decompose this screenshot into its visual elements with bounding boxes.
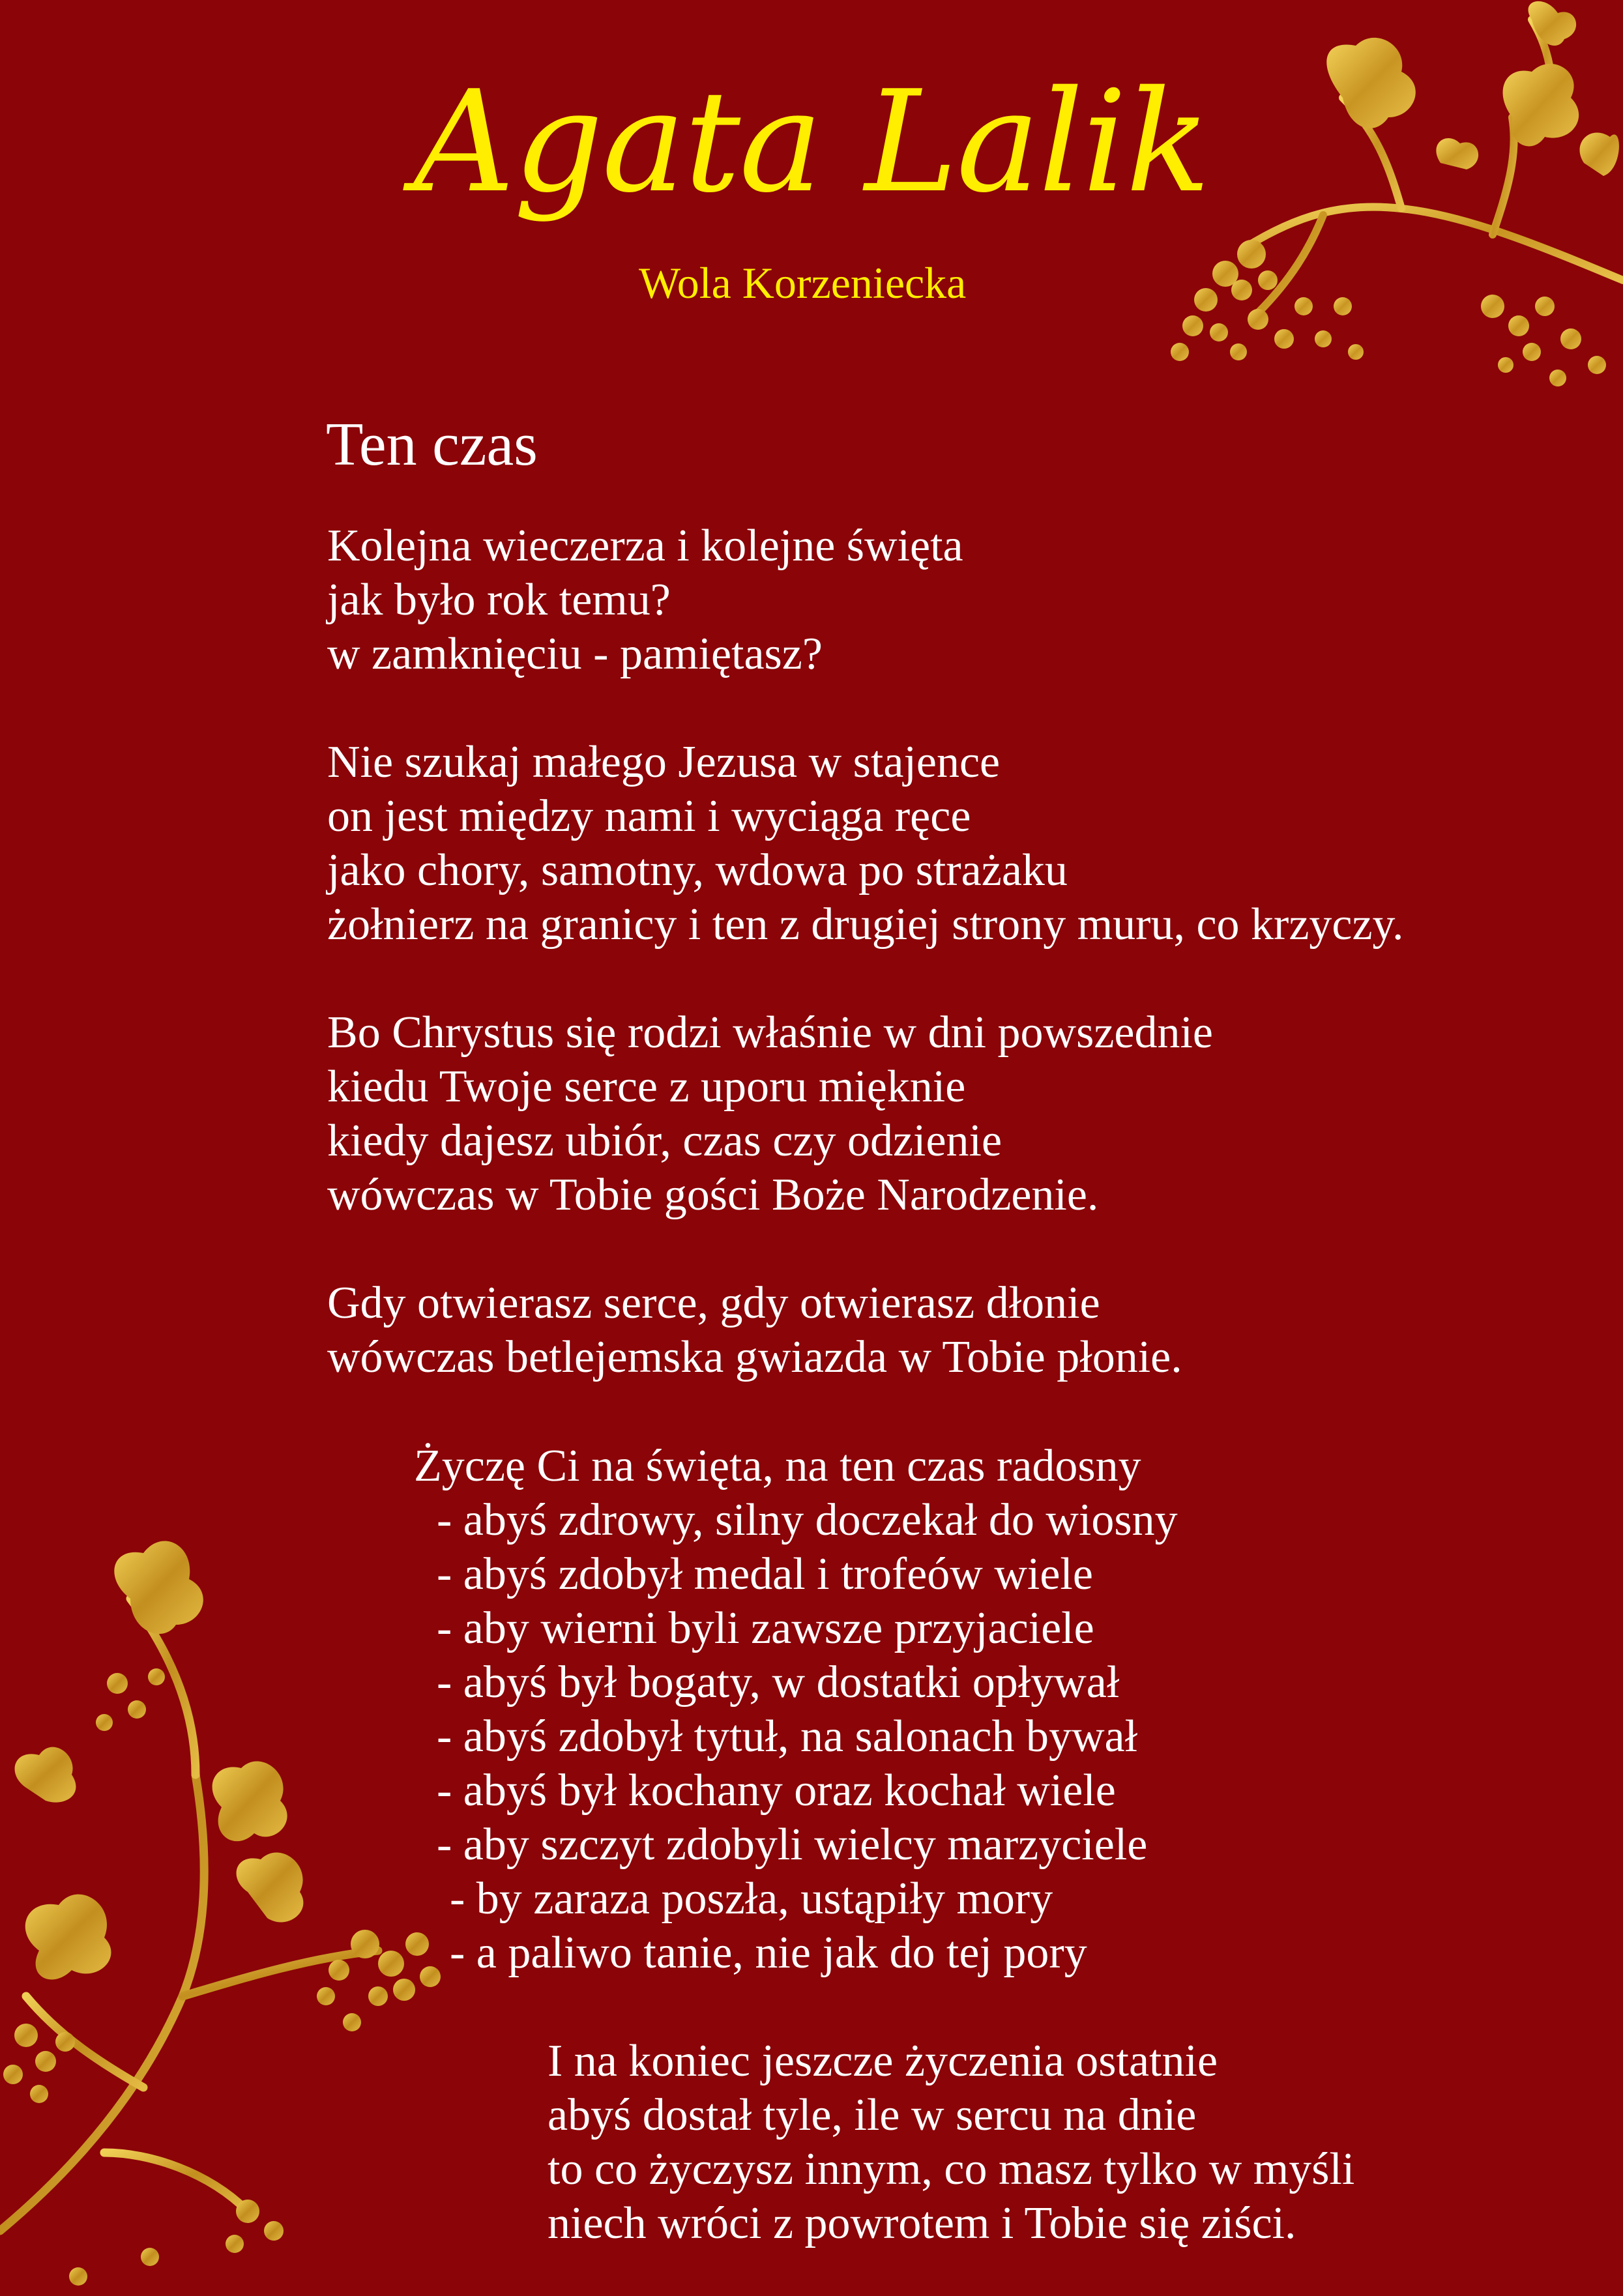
poem-line: niech wróci z powrotem i Tobie się ziści. xyxy=(548,2198,1296,2248)
wish-line: - aby wierni byli zawsze przyjaciele xyxy=(437,1603,1094,1653)
poem-line: wówczas w Tobie gości Boże Narodzenie. xyxy=(327,1170,1099,1220)
wish-line: - by zaraza poszła, ustąpiły mory xyxy=(450,1874,1053,1924)
wish-line: - abyś był bogaty, w dostatki opływał xyxy=(437,1657,1120,1707)
wish-line: - abyś był kochany oraz kochał wiele xyxy=(437,1766,1116,1816)
poem-line: wówczas betlejemska gwiazda w Tobie płonie. xyxy=(327,1332,1182,1382)
poem-line: abyś dostał tyle, ile w sercu na dnie xyxy=(548,2090,1197,2140)
poem-line: żołnierz na granicy i ten z drugiej strony muru, co krzyczy. xyxy=(327,899,1404,950)
author-location: Wola Korzeniecka xyxy=(639,258,967,308)
wish-line: - a paliwo tanie, nie jak do tej pory xyxy=(450,1928,1087,1978)
poem-line: Życzę Ci na święta, na ten czas radosny xyxy=(414,1441,1141,1491)
wish-line: - abyś zdrowy, silny doczekał do wiosny xyxy=(437,1495,1178,1545)
author-name: Agata Lalik xyxy=(413,60,1210,224)
gold-floral-branch-icon xyxy=(0,1527,469,2296)
poem-line: I na koniec jeszcze życzenia ostatnie xyxy=(548,2036,1218,2086)
wish-line: - abyś zdobył tytuł, na salonach bywał xyxy=(437,1711,1138,1762)
poem-line: Bo Chrystus się rodzi właśnie w dni powszednie xyxy=(327,1008,1213,1058)
poem-line: to co życzysz innym, co masz tylko w myśli xyxy=(548,2144,1355,2194)
wish-line: - abyś zdobył medal i trofeów wiele xyxy=(437,1549,1093,1599)
poem-title: Ten czas xyxy=(326,411,538,478)
poem-line: kiedy dajesz ubiór, czas czy odzienie xyxy=(327,1116,1002,1166)
poem-line: jako chory, samotny, wdowa po strażaku xyxy=(327,845,1068,895)
wish-line: - aby szczyt zdobyli wielcy marzyciele xyxy=(437,1820,1148,1870)
poem-line: jak było rok temu? xyxy=(327,575,671,625)
poem-line: Nie szukaj małego Jezusa w stajence xyxy=(327,737,1001,787)
poem-line: on jest między nami i wyciąga ręce xyxy=(327,791,971,841)
poem-line: kiedu Twoje serce z uporu mięknie xyxy=(327,1062,966,1112)
poem-line: w zamknięciu - pamiętasz? xyxy=(327,629,823,679)
poem-line: Gdy otwierasz serce, gdy otwierasz dłonie xyxy=(327,1278,1100,1328)
poem-line: Kolejna wieczerza i kolejne święta xyxy=(327,521,963,571)
